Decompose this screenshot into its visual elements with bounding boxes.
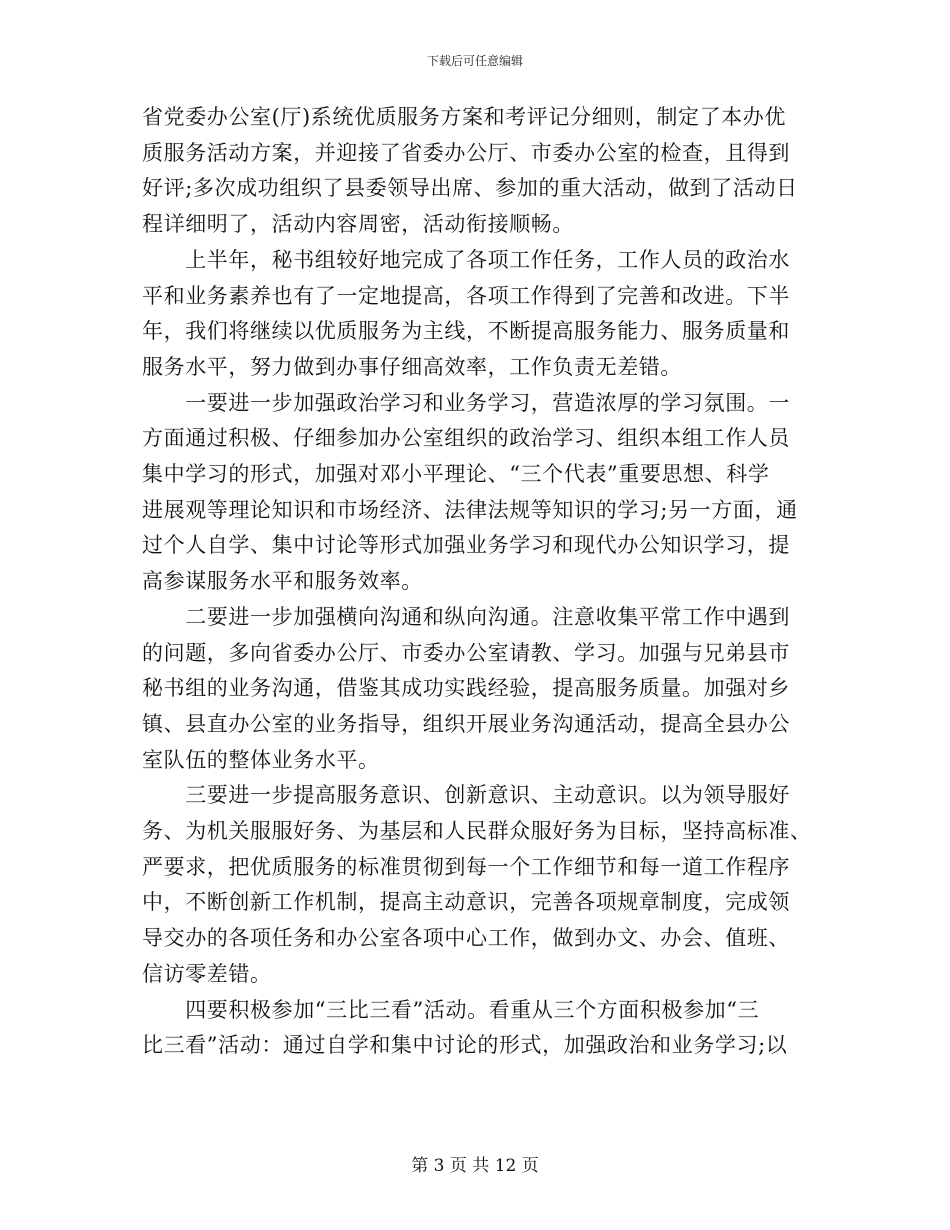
text-line: 省党委办公室(厅)系统优质服务方案和考评记分细则，制定了本办优 [142,105,786,129]
text-line: 的问题，多向省委办公厅、市委办公室请教、学习。加强与兄弟县市 [142,640,790,665]
text-line: 四要积极参加“三比三看”活动。看重从三个方面积极参加“三 [142,997,760,1022]
text-line: 高参谋服务水平和服务效率。 [142,569,423,594]
text-line: 严要求，把优质服务的标准贯彻到每一个工作细节和每一道工作程序 [142,854,790,879]
text-line: 导交办的各项任务和办公室各项中心工作，做到办文、办会、值班、 [142,926,790,951]
document-body [142,100,812,1064]
text-line: 平和业务素养也有了一定地提高，各项工作得到了完善和改进。下半 [142,283,790,308]
text-line: 集中学习的形式，加强对邓小平理论、“三个代表”重要思想、科学 [142,462,770,487]
text-line: 二要进一步加强横向沟通和纵向沟通。注意收集平常工作中遇到 [142,604,790,629]
text-line: 秘书组的业务沟通，借鉴其成功实践经验，提高服务质量。加强对乡 [142,676,790,701]
text-line: 室队伍的整体业务水平。 [142,747,380,772]
text-line: 质服务活动方案，并迎接了省委办公厅、市委办公室的检查，且得到 [142,140,790,165]
text-line: 镇、县直办公室的业务指导，组织开展业务沟通活动，提高全县办公 [142,711,790,736]
page-header: 下载后可任意编辑 [426,54,523,68]
text-line: 信访零差错。 [142,961,272,986]
text-line: 方面通过积极、仔细参加办公室组织的政治学习、组织本组工作人员 [142,426,790,451]
text-line: 进展观等理论知识和市场经济、法律法规等知识的学习;另一方面，通 [142,497,798,522]
text-line: 务、为机关服服好务、为基层和人民群众服好务为目标，坚持高标准、 [142,819,812,844]
text-line: 过个人自学、集中讨论等形式加强业务学习和现代办公知识学习，提 [142,533,790,558]
text-line: 好评;多次成功组织了县委领导出席、参加的重大活动，做到了活动日 [142,176,798,201]
text-line: 比三看”活动：通过自学和集中讨论的形式，加强政治和业务学习;以 [142,1033,788,1058]
text-line: 程详细明了，活动内容周密，活动衔接顺畅。 [142,212,574,237]
text-line: 中，不断创新工作机制，提高主动意识，完善各项规章制度，完成领 [142,890,790,915]
text-line: 三要进一步提高服务意识、创新意识、主动意识。以为领导服好 [142,783,790,808]
page-number: 第 3 页 共 12 页 [411,1156,539,1176]
text-line: 年，我们将继续以优质服务为主线，不断提高服务能力、服务质量和 [142,319,790,344]
text-line: 服务水平，努力做到办事仔细高效率，工作负责无差错。 [142,354,682,379]
text-line: 上半年，秘书组较好地完成了各项工作任务，工作人员的政治水 [142,247,790,272]
text-line: 一要进一步加强政治学习和业务学习，营造浓厚的学习氛围。一 [142,390,790,415]
